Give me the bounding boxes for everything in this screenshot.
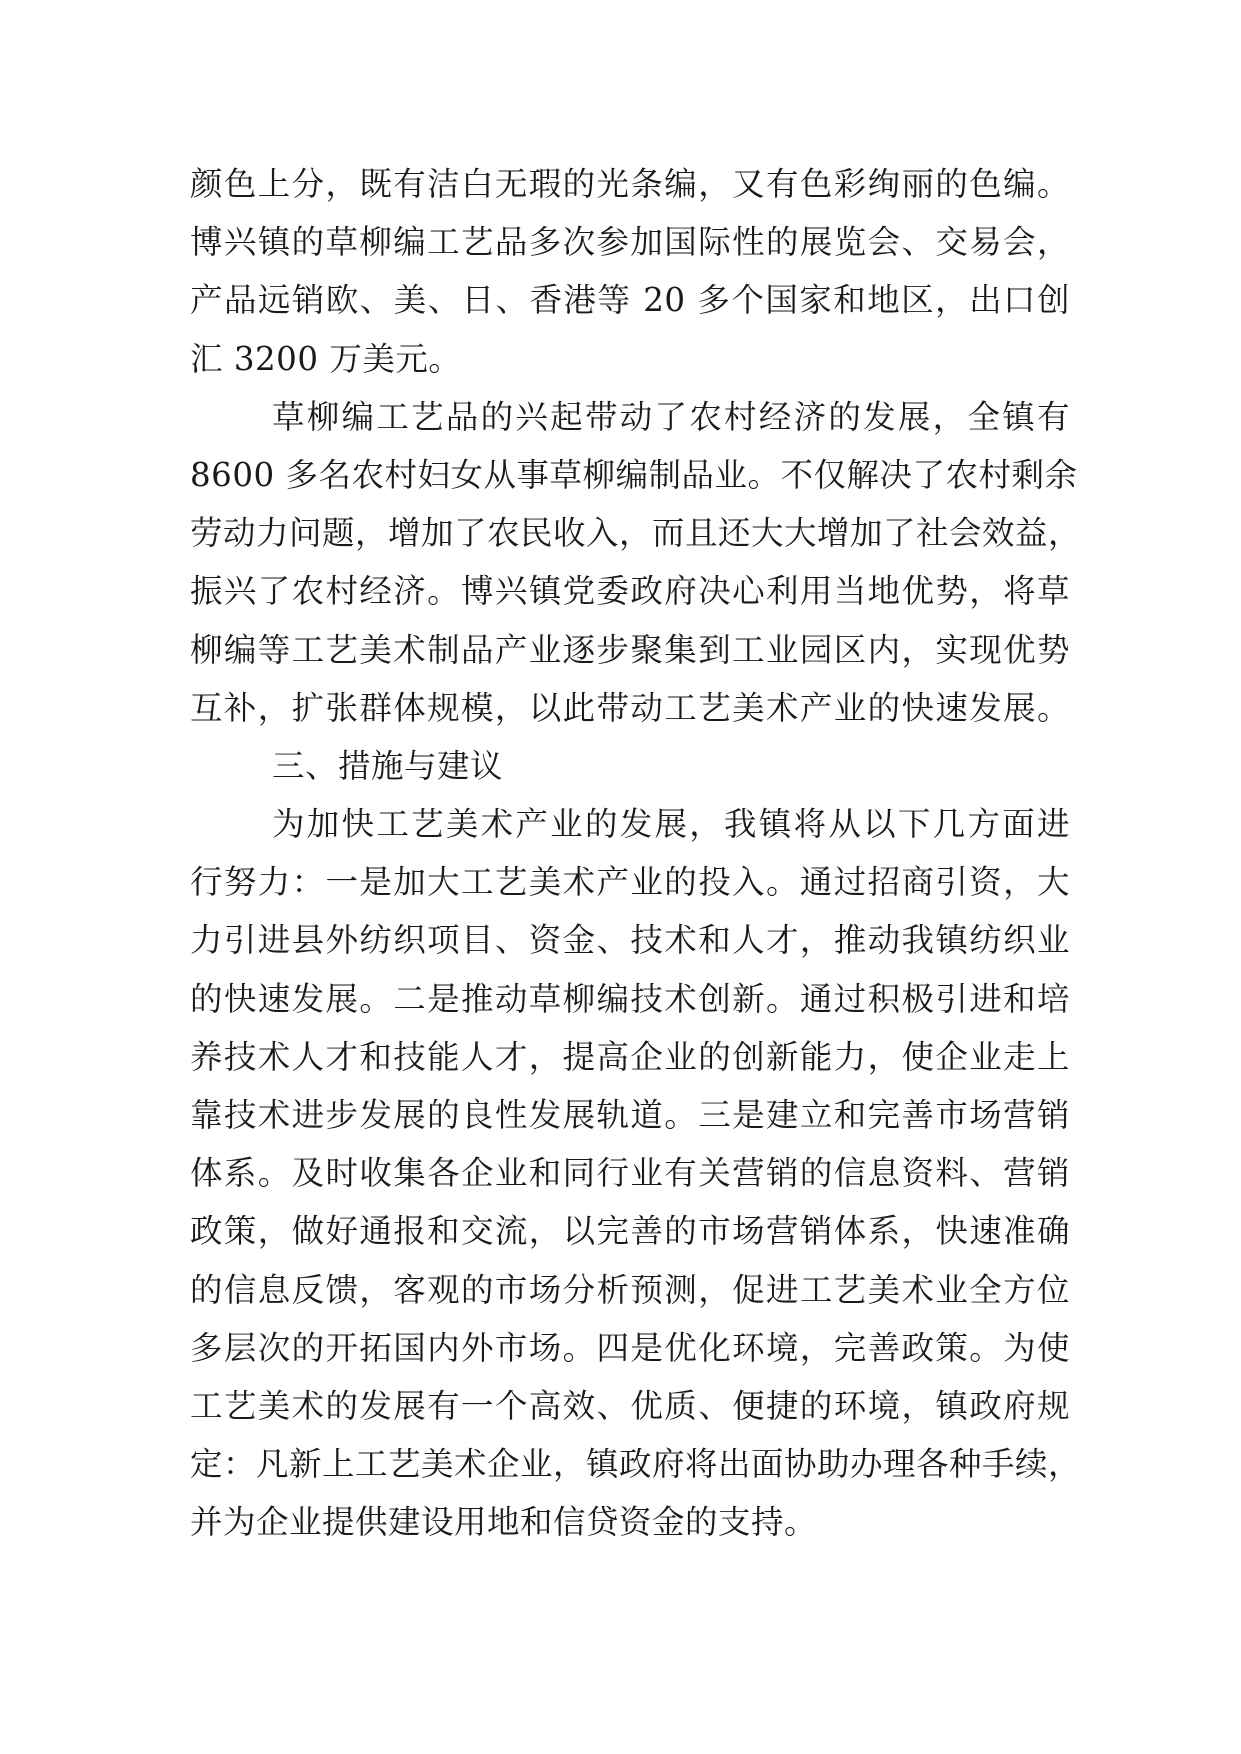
text-line: 力引进县外纺织项目、资金、技术和人才，推动我镇纺织业 <box>190 921 1070 960</box>
text-line: 的快速发展。二是推动草柳编技术创新。通过积极引进和培 <box>190 979 1070 1018</box>
text-line: 颜色上分，既有洁白无瑕的光条编，又有色彩绚丽的色编。 <box>190 165 1070 203</box>
text-line: 靠技术进步发展的良性发展轨道。三是建立和完善市场营销 <box>190 1096 1070 1134</box>
paragraph-first-line: 草柳编工艺品的兴起带动了农村经济的发展，全镇有 <box>272 397 1070 436</box>
text-line: 定：凡新上工艺美术企业，镇政府将出面协助办理各种手续， <box>190 1445 1082 1484</box>
paragraph-first-line: 为加快工艺美术产业的发展，我镇将从以下几方面进 <box>272 805 1070 844</box>
text-line: 8600 多名农村妇女从事草柳编制品业。不仅解决了农村剩余 <box>190 455 1078 494</box>
text-line: 行努力：一是加大工艺美术产业的投入。通过招商引资，大 <box>190 863 1070 902</box>
text-line: 博兴镇的草柳编工艺品多次参加国际性的展览会、交易会， <box>190 223 1070 262</box>
text-line: 养技术人才和技能人才，提高企业的创新能力，使企业走上 <box>190 1037 1070 1076</box>
text-line: 并为企业提供建设用地和信贷资金的支持。 <box>190 1503 818 1542</box>
text-line: 柳编等工艺美术制品产业逐步聚集到工业园区内，实现优势 <box>190 630 1070 669</box>
text-line: 振兴了农村经济。博兴镇党委政府决心利用当地优势，将草 <box>190 572 1070 611</box>
document-body <box>190 155 1082 1552</box>
section-heading: 三、措施与建议 <box>272 746 504 785</box>
text-line: 体系。及时收集各企业和同行业有关营销的信息资料、营销 <box>190 1154 1070 1193</box>
text-line: 劳动力问题，增加了农民收入，而且还大大增加了社会效益， <box>190 514 1082 553</box>
text-line: 产品远销欧、美、日、香港等 20 多个国家和地区，出口创 <box>190 281 1070 320</box>
text-line: 的信息反馈，客观的市场分析预测，促进工艺美术业全方位 <box>190 1270 1070 1309</box>
text-line: 多层次的开拓国内外市场。四是优化环境，完善政策。为使 <box>190 1328 1070 1367</box>
text-line: 汇 3200 万美元。 <box>190 339 462 378</box>
text-line: 工艺美术的发展有一个高效、优质、便捷的环境，镇政府规 <box>190 1386 1070 1425</box>
text-line: 政策，做好通报和交流，以完善的市场营销体系，快速准确 <box>190 1212 1070 1251</box>
text-line: 互补，扩张群体规模，以此带动工艺美术产业的快速发展。 <box>190 688 1070 727</box>
